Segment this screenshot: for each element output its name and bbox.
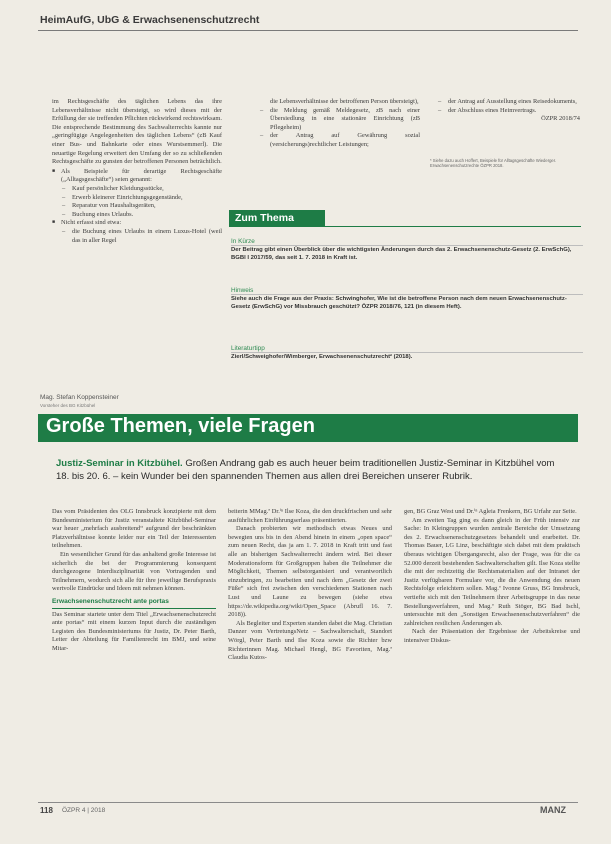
thema-label: In Kürze (231, 238, 255, 245)
thema-hinweis (231, 287, 583, 311)
lead-text: Großen Andrang gab es auch heuer beim traditionellen Justiz-Seminar in Kitzbühel vom 18. bis 20. 6. – kein Wunder bei den spannenden Themen aus allen drei Bereichen unserer Rubrik. (56, 458, 555, 482)
text-column-2 (250, 98, 420, 150)
bullet-text: Nicht erfasst sind etwa: (61, 219, 122, 227)
author-role: Vorsteher des BG Kitzbühel (40, 403, 96, 408)
paragraph: Am zweiten Tag ging es dann gleich in der Früh intensiv zur Sache: In Kleingruppen wurden zentrale Bereiche der Umsetzung des 2. Erwachsenenschutzgesetzes behandelt und erarbeitet. Dr. Thomas Bauer, LG Linz, beschäftigte sich dabei mit dem praktisch überaus wichtigen Übergangsrecht, also der Frage, was für die ca 52.000 derzeit bestehenden Sachwalterschaften gilt. Ilse Koza stellte die mit der rechtzeitig die Rechtsmaterialien auf der Intranet der Justiz verfügbaren Formulare vor, die die Anwendung des neuen Rechtsfolge erleichtern sollen. Mag.ª Ivonne Gruss, BG Innsbruck, vertiefte sich mit den Teilnehmern ihrer Arbeitsgruppe in das neue Bestellungsverfahren, und Mag.ª Ruth Stöger, BG Bad Ischl, untersuchte mit den „Sonstigen Erwachsenenschutzverfahren“ die zahlreichen restlichen Änderungen ab. (404, 516, 580, 627)
list-item: – Kauf persönlicher Kleidungsstücke, (52, 185, 222, 194)
thema-text: Der Beitrag gibt einen Überblick über die wichtigsten Änderungen durch das 2. Erwachsenenschutz-Gesetz (2. ErwSchG), BGBl I 2017/59, das seit 1. 7. 2018 in Kraft ist. (231, 246, 572, 261)
author-name: Mag. Stefan Koppensteiner (40, 394, 119, 401)
body-column-1 (52, 508, 216, 654)
paragraph: Ein wesentlicher Grund für das anhaltend große Interesse ist sicherlich die bei der Programmierung konsequent durchgezogene Interdisziplinarität von Vortragenden und Teilnehmern, wodurch sich alle für ihre jeweilige Berufspraxis wertvolle Eindrücke und Ideen mit nehmen können. (52, 550, 216, 593)
bullet-item (52, 168, 222, 185)
article-lead (56, 458, 566, 483)
section-heading: Erwachsenenschutzrecht ante portas (52, 597, 169, 605)
list-item: – der Antrag auf Gewährung sozial (versicherungs)rechtlicher Leistungen; (250, 132, 420, 149)
thema-literatur (231, 345, 583, 361)
paragraph: im Rechtsgeschäfte des täglichen Lebens das ihre Lebensverhältnisse nicht übersteigt, so wird dieses mit der Erfüllung der sie treffenden Pflichten rückwirkend rechtswirksam. Die entsprechende Bestimmung des Sachwalterrechts kannte nur „geringfügige Angelegenheiten des täglichen Lebens“ (zB Kauf einer Bus- und Bahnkarte oder eines Wurstsemmerl). Die neuartige Regelung erweitert den Umfang der so zu schließenden Rechtsgeschäfte zu gunsten der betroffenen Personen beträchtlich. (52, 98, 222, 166)
paragraph: Das Seminar startete unter dem Titel „Erwachsenenschutzrecht ante portas“ mit einem kurzen Input durch die zuständigen Legisten des Bundesministeriums für Justiz, Dr. Peter Barth, Leiter der Abteilung für Familienrecht im BMJ, und seine Mitar- (52, 610, 216, 652)
list-item: die Lebensverhältnisse der betroffenen Person übersteigt), (270, 98, 419, 105)
list-item: – die Buchung eines Urlaubs in einem Luxus-Hotel (weil das in aller Regel (52, 228, 222, 245)
list-item: – der Abschluss eines Heimvertrags. (428, 107, 580, 116)
paragraph: gen, BG Graz West und Dr.ⁱⁿ Agleia Frenkern, BG Urfahr zur Seite. (404, 508, 577, 515)
running-head: HeimAufG, UbG & Erwachsenenschutzrecht (40, 14, 260, 26)
list-item: – Buchung eines Urlaubs. (52, 211, 222, 220)
thema-title: Zum Thema (229, 210, 325, 227)
footnote: * Siehe dazu auch Hoffert, Beispiele für Alltagsgeschäfte Wiederger. Erwachsenenschutzrechte ÖZPR 2018. (430, 158, 557, 169)
paragraph: Nach der Präsentation der Ergebnisse der Arbeitskreise und intensiver Diskus- (404, 628, 580, 644)
paragraph: Danach probierten wir methodisch etwas Neues und bewegten uns bis in den Abend hinein in einem „open space“ zum neuen Recht, das ja am 1. 7. 2018 in Kraft tritt und fast alle an bisherigen Sachwalterrecht ändern wird. Bei dieser Moderationsform für Großgruppen haben die Teilnehmer die Möglichkeit, Themen selbstorganisiert und verantwortlich einzubringen, zu bearbeiten und nach dem „Gesetz der zwei Füße“ sich frei zwischen den verschiedenen Stationen nach Lust und Laune zu bewegen (siehe etwa https://de.wikipedia.org/wiki/Open_Space (Abrufl 16. 7. 2018)). (228, 525, 392, 619)
header-rule (38, 30, 578, 31)
bullet-text: Als Beispiele für derartige Rechtsgeschäfte („Alltagsgeschäfte“) seien genannt: (61, 167, 222, 184)
journal-ref: ÖZPR 4 | 2018 (62, 807, 106, 814)
list-item: – Reparatur von Haushaltsgeräten, (52, 202, 222, 211)
page-number: 118 (40, 806, 53, 815)
lead-kicker: Justiz-Seminar in Kitzbühel. (56, 458, 183, 469)
publisher-logo: MANZ (540, 805, 566, 815)
thema-label: Literaturtipp (231, 345, 265, 352)
list-item: – Erwerb kleinerer Einrichtungsgegenstände, (52, 194, 222, 203)
body-column-3 (404, 508, 580, 646)
thema-rule (229, 226, 581, 227)
text-column-3 (428, 98, 580, 124)
paragraph: Als Begleiter und Experten standen dabei die Mag. Christian Danzer vom VertretungsNetz – Sachwalterschaft, Standort Wörgl, Peter Barth und Ilse Koza sowie die Richter bzw Richterinnen Mag. Michael Hengl, BG Favoriten, Mag.ª Claudia Kutos- (228, 619, 392, 662)
paragraph: beiterin MMag.ª Dr.ⁱⁿ Ilse Koza, die den druckfrischen und sehr ausführlichen Einführungserlass präsentierten. (228, 508, 392, 524)
list-item: – die Meldung gemäß Meldegesetz, zB nach einer Übersiedlung in eine stationäre Einrichtung (zB Pflegeheim) (250, 107, 420, 133)
article-title: Große Themen, viele Fragen (46, 415, 315, 437)
paragraph: Das vom Präsidenten des OLG Innsbruck konzipierte mit dem Bundesministerium für Justiz veranstaltete Kitzbühel-Seminar war heuer „mehrfach ausbreitend“ aufgrund der beschränkten Platzverhältnisse konnte leider nur ein Teil der Interessenten teilnehmen. (52, 508, 216, 550)
thema-text: Siehe auch die Frage aus der Praxis: Schwinghofer, Wie ist die betroffene Person nach dem neuen Erwachsenenschutz-Gesetz (ErwSchG) vor Missbrauch geschützt? ÖZPR 2018/76, 121 (in diesem Heft). (231, 295, 567, 310)
text-column-1 (52, 98, 222, 245)
thema-label: Hinweis (231, 287, 254, 294)
heading-rule (52, 608, 216, 609)
footer-rule (38, 802, 578, 803)
citation: ÖZPR 2018/74 (541, 115, 580, 123)
body-column-2 (228, 508, 392, 663)
list-item: – der Antrag auf Ausstellung eines Reisedokuments, (428, 98, 580, 107)
bullet-item (52, 219, 222, 228)
thema-text: Zierl/Schweighofer/Wimberger, Erwachsenenschutzrecht² (2018). (231, 353, 413, 360)
thema-inkuerze (231, 238, 583, 262)
